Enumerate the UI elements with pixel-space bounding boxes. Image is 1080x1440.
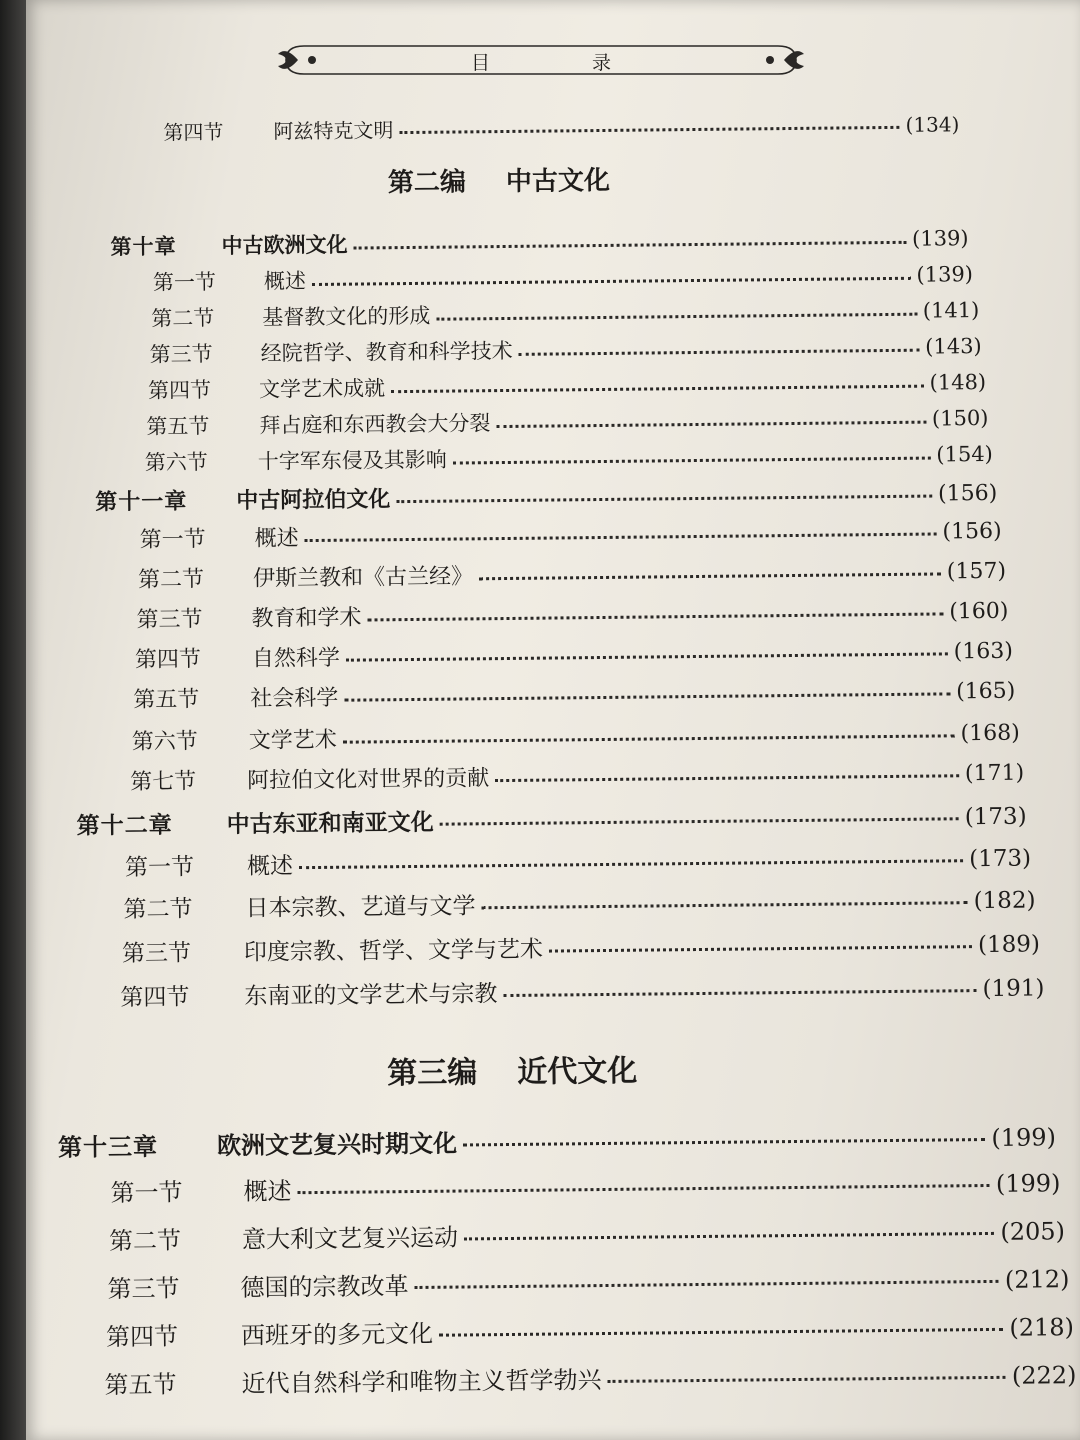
entry-page: (171)	[964, 760, 1025, 787]
toc-entry	[138, 554, 1006, 594]
dot-leader	[312, 276, 911, 285]
entry-number: 第七节	[130, 769, 197, 795]
toc-entry	[153, 258, 973, 297]
entry-number: 第三节	[136, 607, 203, 633]
entry-page: (157)	[946, 558, 1007, 585]
entry-title: 社会科学	[250, 685, 339, 712]
entry-number: 第四节	[120, 984, 190, 1012]
entry-number: 第三节	[121, 940, 192, 968]
entry-page: (163)	[953, 638, 1014, 665]
entry-title: 基督教文化的形成	[262, 303, 431, 330]
toc-entry	[151, 294, 979, 333]
dot-leader	[440, 817, 959, 825]
entry-page: (143)	[925, 334, 982, 359]
dot-leader	[368, 612, 944, 621]
entry-title: 概述	[254, 526, 299, 552]
entry-title: 文学艺术	[248, 727, 337, 754]
entry-page: (139)	[916, 262, 974, 287]
toc-entry	[120, 969, 1044, 1012]
dot-leader	[414, 1280, 998, 1289]
part-heading	[387, 1046, 637, 1093]
entry-page: (156)	[942, 518, 1002, 545]
entry-number: 第二节	[137, 567, 205, 593]
entry-number: 第五节	[133, 687, 200, 713]
dot-leader	[607, 1376, 1005, 1383]
toc-entry	[106, 1307, 1074, 1352]
entry-title: 拜占庭和东西教会大分裂	[259, 411, 491, 438]
entry-number: 第五节	[104, 1370, 177, 1400]
entry-number: 第一节	[124, 854, 195, 882]
toc-chapter	[58, 1117, 1056, 1162]
entry-page: (212)	[1004, 1265, 1070, 1294]
entry-page: (154)	[936, 441, 993, 467]
toc-entry	[133, 674, 1015, 714]
dot-leader	[549, 945, 972, 952]
dot-leader	[482, 901, 968, 909]
entry-number: 第三节	[149, 342, 213, 367]
toc-entry	[146, 402, 988, 441]
entry-number: 第四节	[147, 378, 212, 403]
dot-leader	[479, 572, 941, 580]
entry-page: (199)	[991, 1123, 1057, 1152]
dot-leader	[464, 1232, 994, 1241]
toc-entry	[130, 756, 1024, 796]
book-spine-edge	[0, 0, 26, 1440]
dot-leader	[305, 532, 937, 542]
entry-page: (182)	[973, 887, 1036, 915]
dot-leader	[519, 348, 920, 355]
toc-entry	[104, 1355, 1076, 1400]
toc-entry	[139, 514, 1001, 554]
part-title: 近代文化	[517, 1053, 638, 1090]
book-page	[26, 0, 1080, 1440]
entry-number: 第一节	[110, 1178, 183, 1208]
entry-title: 中古欧洲文化	[221, 231, 348, 258]
entry-title: 伊斯兰教和《古兰经》	[252, 564, 474, 592]
entry-page: (205)	[1000, 1217, 1066, 1246]
part-number: 第二编	[387, 167, 467, 199]
entry-number: 第三节	[107, 1274, 180, 1304]
entry-page: (199)	[995, 1169, 1061, 1198]
dot-leader	[399, 126, 899, 134]
entry-number: 第二节	[151, 306, 215, 331]
toc-entry	[123, 881, 1035, 924]
entry-title: 自然科学	[251, 645, 341, 672]
entry-number: 第四节	[134, 647, 202, 673]
entry-page: (156)	[937, 480, 998, 507]
toc-entry	[163, 108, 959, 145]
entry-title: 文学艺术成就	[258, 376, 386, 402]
entry-page: (173)	[969, 845, 1032, 873]
entry-title: 意大利文艺复兴运动	[241, 1223, 459, 1254]
toc-entry	[145, 438, 993, 477]
entry-number: 第一节	[152, 270, 217, 295]
dot-leader	[496, 420, 926, 427]
entry-title: 十字军东侵及其影响	[257, 447, 447, 474]
dot-leader	[299, 859, 963, 869]
dot-leader	[297, 1184, 989, 1194]
entry-page: (160)	[949, 598, 1009, 625]
entry-title: 印度宗教、哲学、文学与艺术	[243, 936, 544, 966]
part-title: 中古文化	[505, 165, 611, 197]
entry-title: 概述	[246, 853, 294, 880]
entry-title: 近代自然科学和唯物主义哲学勃兴	[241, 1366, 602, 1398]
entry-title: 德国的宗教改革	[240, 1272, 409, 1302]
toc-entry	[125, 840, 1031, 882]
entry-title: 欧洲文艺复兴时期文化	[216, 1128, 458, 1161]
toc-entry	[122, 925, 1040, 968]
entry-number: 第十章	[110, 233, 177, 260]
entry-number: 第十二章	[76, 811, 173, 840]
toc-entry	[110, 1163, 1060, 1208]
part-number: 第三编	[387, 1055, 478, 1092]
entry-page: (134)	[905, 112, 960, 137]
entry-number: 第一节	[139, 527, 206, 553]
entry-title: 概述	[243, 1177, 292, 1206]
entry-title: 日本宗教、艺道与文学	[245, 893, 476, 922]
entry-title: 中古阿拉伯文化	[236, 486, 391, 514]
entry-number: 第二节	[123, 896, 193, 924]
dot-leader	[453, 456, 931, 464]
dot-leader	[503, 989, 976, 997]
entry-page: (168)	[960, 720, 1020, 747]
dot-leader	[495, 774, 959, 782]
entry-number: 第六节	[131, 729, 198, 755]
entry-page: (148)	[929, 369, 987, 395]
entry-title: 阿兹特克文明	[273, 118, 394, 144]
header-title: 目 录	[470, 52, 660, 74]
toc-chapter	[95, 476, 997, 516]
entry-page: (141)	[922, 298, 980, 323]
entry-number: 第十一章	[95, 488, 188, 516]
entry-number: 第五节	[146, 414, 210, 439]
dot-leader	[436, 312, 917, 320]
part-heading	[388, 160, 610, 199]
dot-leader	[343, 734, 955, 743]
dot-leader	[396, 495, 932, 504]
entry-number: 第十三章	[57, 1131, 159, 1162]
toc-chapter	[76, 798, 1026, 841]
entry-title: 西班牙的多元文化	[240, 1319, 434, 1350]
entry-number: 第二节	[108, 1226, 182, 1256]
toc-entry	[109, 1211, 1065, 1256]
entry-title: 东南亚的文学艺术与宗教	[244, 981, 498, 1010]
dot-leader	[354, 240, 907, 249]
dot-leader	[344, 692, 950, 701]
entry-page: (165)	[955, 678, 1016, 705]
entry-page: (191)	[982, 975, 1045, 1003]
table-of-contents	[26, 0, 1080, 1440]
toc-entry	[135, 634, 1013, 674]
entry-page: (218)	[1009, 1313, 1075, 1342]
dot-leader	[463, 1138, 985, 1146]
toc-entry	[150, 330, 982, 369]
entry-title: 经院哲学、教育和科学技术	[260, 338, 513, 366]
entry-page: (150)	[931, 405, 989, 431]
entry-page: (173)	[964, 803, 1027, 831]
toc-entry	[148, 366, 986, 405]
entry-title: 阿拉伯文化对世界的贡献	[247, 766, 490, 794]
dot-leader	[391, 384, 924, 393]
entry-page: (189)	[977, 931, 1041, 959]
toc-entry	[132, 716, 1020, 756]
entry-number: 第四节	[163, 119, 224, 145]
dot-leader	[439, 1328, 1003, 1337]
entry-title: 概述	[263, 269, 307, 294]
entry-number: 第六节	[144, 450, 208, 475]
entry-title: 教育和学术	[251, 605, 362, 632]
toc-entry	[107, 1259, 1069, 1304]
dot-leader	[346, 652, 948, 661]
entry-page: (139)	[911, 226, 969, 251]
toc-chapter	[110, 222, 968, 261]
toc-entry	[136, 594, 1008, 634]
entry-number: 第四节	[105, 1322, 179, 1352]
entry-page: (222)	[1011, 1361, 1077, 1390]
entry-title: 中古东亚和南亚文化	[226, 808, 434, 838]
